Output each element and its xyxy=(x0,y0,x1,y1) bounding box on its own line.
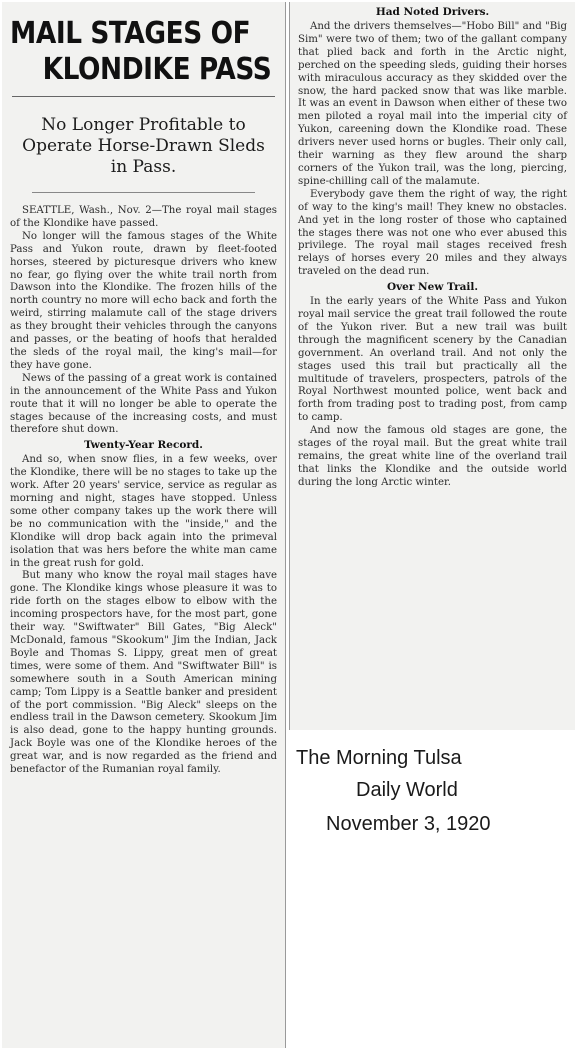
dateline-paragraph: SEATTLE, Wash., Nov. 2—The royal mail stages of the Klondike have passed. xyxy=(10,205,277,229)
headline-line-1: MAIL STAGES OF xyxy=(10,16,251,51)
headline-rule xyxy=(12,96,275,97)
body-paragraph: In the early years of the White Pass and Yukon royal mail service the great trail followed the route of the Yukon river. But a new trail was built through the magnificent scenery by the Canadian government. An overland trail. And not only the stages used this trail but practically all the multitude of travelers, prospecters, patrols of the Royal Northwest mounted police, went back and forth from trading post to trading post, from camp to camp. xyxy=(298,296,567,424)
subhead-had-noted-drivers: Had Noted Drivers. xyxy=(375,6,490,18)
body-paragraph: No longer will the famous stages of the White Pass and Yukon route, drawn by fleet-footed horses, steered by picturesque drivers who knew no fear, go flying over the white trail north from Dawson into the Klondike. The frozen hills of the north country no more will echo back and forth the weird, stirring malamute call of the stage drivers as they brought their vehicles through the canyons and passes, or the beating of hoofs that heralded the sleds of the royal mail, the king's mail—for they have gone. xyxy=(10,230,277,371)
subhead-twenty-year-record: Twenty-Year Record. xyxy=(84,439,203,452)
newspaper-column-right xyxy=(289,2,575,730)
deck-rule xyxy=(32,192,255,193)
body-paragraph: And the drivers themselves—"Hobo Bill" and "Big Sim" were two of them; two of the gallant company that plied back and forth in the Arctic night, perched on the speeding sleds, guiding their horses with miraculous accuracy as they skidded over the snow, the hard packed snow that was like marble. It was an event in Dawson when either of these two men piloted a royal mail into the imperial city of Yukon, careening down the Klondike road. These drivers never used horns or bugles. Their only call, their warning as they flew around the sharp corners of the Yukon trail, was the long, piercing, spine-chilling call of the malamute. xyxy=(298,21,567,187)
article-body-left xyxy=(2,205,285,777)
article-body-right xyxy=(290,6,575,490)
caption-date: November 3, 1920 xyxy=(326,813,491,835)
headline-line-2: KLONDIKE PASS xyxy=(42,52,272,87)
deck-subheadline: No Longer Profitable to Operate Horse-Drawn Sleds in Pass. xyxy=(22,115,265,177)
caption-publication-line-2: Daily World xyxy=(356,779,458,801)
caption-publication-line-1: The Morning Tulsa xyxy=(296,747,462,769)
body-paragraph: But many who know the royal mail stages have gone. The Klondike kings whose pleasure it was to ride forth on the stages elbow to elbow with the incoming prospectors have, for the most part, gone their way. "Swiftwater" Bill Gates, "Big Aleck" McDonald, famous "Skookum" Jim the Indian, Jack Boyle and Thomas S. Lippy, great men of great times, were some of them. And "Swiftwater Bill" is somewhere south in a South American mining camp; Tom Lippy is a Seattle banker and president of the port commission. "Big Aleck" sleeps on the endless trail in the Dawson cemetery. Skookum Jim is also dead, gone to the happy hunting grounds. Jack Boyle was one of the Klondike heroes of the great war, and is now regarded as the friend and benefactor of the Rumanian royal family. xyxy=(10,570,277,776)
body-paragraph: And so, when snow flies, in a few weeks, over the Klondike, there will be no stages to take up the work. After 20 years' service, service as regular as morning and night, stages have stopped. Unless some other company takes up the work there will be no communication with the "inside," and the Klondike will drop back again into the primeval isolation that was hers before the white man came in the great rush for gold. xyxy=(10,454,277,569)
headline xyxy=(10,16,272,88)
newspaper-column-left xyxy=(2,2,286,1048)
body-paragraph: And now the famous old stages are gone, the stages of the royal mail. But the great white trail remains, the great white line of the overland trail that links the Klondike and the outside world during the long Arctic winter. xyxy=(298,425,567,488)
body-paragraph: Everybody gave them the right of way, the right of way to the king's mail! They knew no obstacles. And yet in the long roster of those who captained the stages there was not one who ever abused this privilege. The royal mail stages received fresh relays of horses every 20 miles and they always traveled on the dead run. xyxy=(298,188,567,278)
subhead-over-new-trail: Over New Trail. xyxy=(386,281,479,294)
body-paragraph: News of the passing of a great work is contained in the announcement of the White Pass and Yukon route that it will no longer be able to operate the stages because of the increasing costs, and must therefore shut down. xyxy=(10,372,277,436)
